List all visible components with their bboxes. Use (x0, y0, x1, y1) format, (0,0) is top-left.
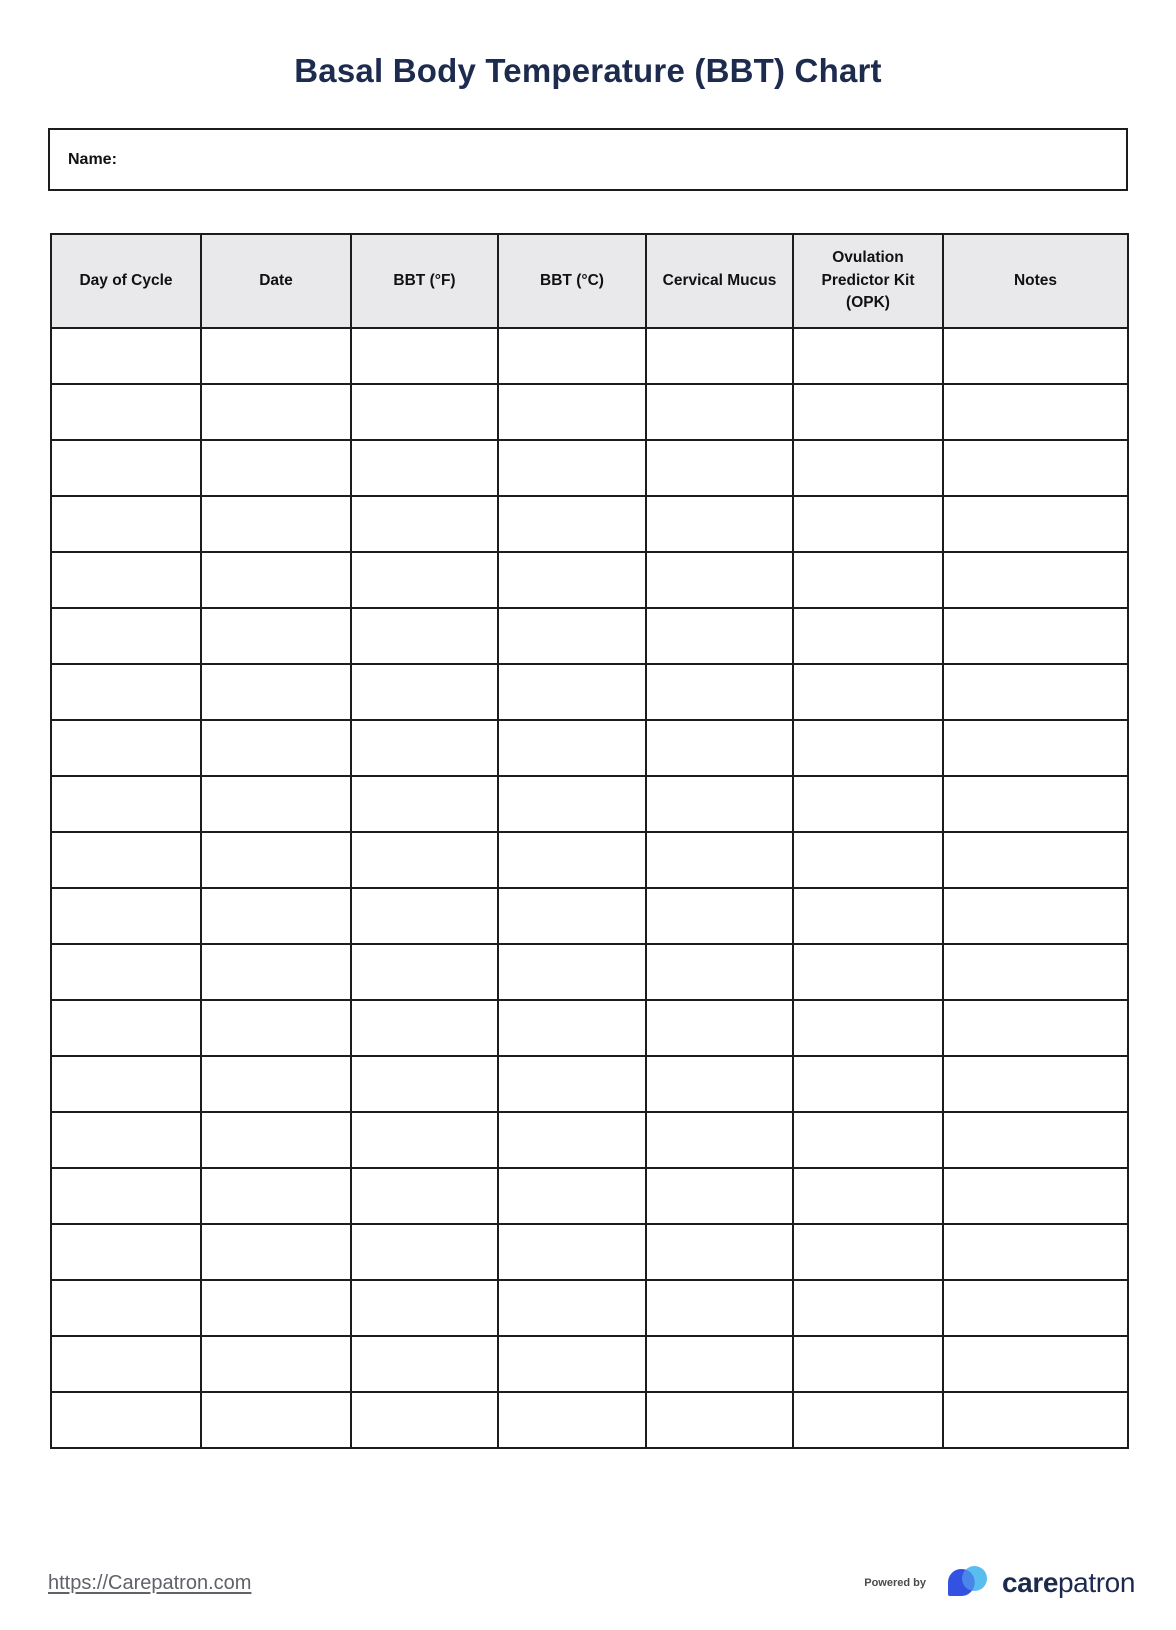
empty-cell (943, 384, 1128, 440)
empty-cell (351, 888, 498, 944)
empty-cell (351, 944, 498, 1000)
table-row (51, 720, 1128, 776)
empty-cell (498, 1280, 646, 1336)
empty-cell (943, 1112, 1128, 1168)
empty-cell (201, 1000, 351, 1056)
empty-cell (646, 888, 793, 944)
empty-cell (51, 1000, 201, 1056)
empty-cell (498, 608, 646, 664)
carepatron-brand (864, 1562, 1135, 1604)
empty-cell (646, 384, 793, 440)
empty-cell (793, 776, 943, 832)
empty-cell (498, 1224, 646, 1280)
empty-cell (201, 440, 351, 496)
empty-cell (351, 1168, 498, 1224)
empty-cell (498, 776, 646, 832)
table-row (51, 384, 1128, 440)
empty-cell (793, 944, 943, 1000)
empty-cell (646, 776, 793, 832)
empty-cell (793, 1000, 943, 1056)
wordmark-patron: patron (1058, 1567, 1135, 1598)
empty-cell (646, 1336, 793, 1392)
empty-cell (351, 1000, 498, 1056)
bbt-table (50, 233, 1129, 1449)
carepatron-logo-icon (944, 1562, 990, 1604)
empty-cell (498, 328, 646, 384)
empty-cell (793, 720, 943, 776)
column-header-5: Cervical Mucus (646, 234, 793, 328)
empty-cell (943, 720, 1128, 776)
empty-cell (943, 1056, 1128, 1112)
empty-cell (793, 1336, 943, 1392)
table-row (51, 552, 1128, 608)
empty-cell (201, 552, 351, 608)
table-row (51, 1000, 1128, 1056)
empty-cell (793, 1168, 943, 1224)
empty-cell (646, 496, 793, 552)
table-row (51, 776, 1128, 832)
empty-cell (201, 1056, 351, 1112)
empty-cell (793, 1280, 943, 1336)
empty-cell (498, 1392, 646, 1448)
empty-cell (646, 1000, 793, 1056)
empty-cell (943, 832, 1128, 888)
empty-cell (943, 776, 1128, 832)
empty-cell (51, 832, 201, 888)
empty-cell (943, 496, 1128, 552)
empty-cell (793, 496, 943, 552)
empty-cell (943, 1168, 1128, 1224)
powered-by-label: Powered by (864, 1577, 926, 1589)
empty-cell (793, 832, 943, 888)
empty-cell (201, 776, 351, 832)
empty-cell (351, 1224, 498, 1280)
empty-cell (201, 1168, 351, 1224)
empty-cell (793, 608, 943, 664)
table-row (51, 664, 1128, 720)
empty-cell (351, 776, 498, 832)
empty-cell (943, 608, 1128, 664)
empty-cell (498, 496, 646, 552)
empty-cell (51, 1056, 201, 1112)
empty-cell (498, 832, 646, 888)
empty-cell (646, 1056, 793, 1112)
empty-cell (351, 720, 498, 776)
empty-cell (793, 328, 943, 384)
empty-cell (498, 1336, 646, 1392)
empty-cell (51, 328, 201, 384)
table-row (51, 1336, 1128, 1392)
empty-cell (498, 1168, 646, 1224)
empty-cell (646, 664, 793, 720)
carepatron-wordmark (1002, 1569, 1135, 1597)
empty-cell (351, 1392, 498, 1448)
empty-cell (201, 608, 351, 664)
empty-cell (943, 888, 1128, 944)
wordmark-care: care (1001, 1567, 1058, 1598)
empty-cell (201, 496, 351, 552)
empty-cell (943, 552, 1128, 608)
empty-cell (646, 552, 793, 608)
empty-cell (351, 1336, 498, 1392)
empty-cell (51, 552, 201, 608)
empty-cell (201, 1336, 351, 1392)
empty-cell (498, 888, 646, 944)
empty-cell (51, 1280, 201, 1336)
column-header-3: BBT (°F) (351, 234, 498, 328)
empty-cell (793, 888, 943, 944)
empty-cell (646, 1168, 793, 1224)
empty-cell (793, 552, 943, 608)
empty-cell (351, 1056, 498, 1112)
empty-cell (646, 944, 793, 1000)
column-header-7: Notes (943, 234, 1128, 328)
column-header-1: Day of Cycle (51, 234, 201, 328)
empty-cell (498, 664, 646, 720)
empty-cell (498, 944, 646, 1000)
empty-cell (793, 1224, 943, 1280)
empty-cell (51, 888, 201, 944)
table-row (51, 1392, 1128, 1448)
empty-cell (51, 608, 201, 664)
empty-cell (51, 1168, 201, 1224)
empty-cell (51, 384, 201, 440)
empty-cell (351, 1112, 498, 1168)
empty-cell (646, 832, 793, 888)
empty-cell (51, 944, 201, 1000)
empty-cell (646, 720, 793, 776)
empty-cell (51, 664, 201, 720)
table-row (51, 1168, 1128, 1224)
empty-cell (201, 1112, 351, 1168)
empty-cell (943, 1392, 1128, 1448)
empty-cell (498, 1112, 646, 1168)
empty-cell (201, 944, 351, 1000)
table-row (51, 328, 1128, 384)
empty-cell (201, 888, 351, 944)
empty-cell (498, 440, 646, 496)
table-row (51, 1112, 1128, 1168)
empty-cell (51, 1112, 201, 1168)
column-header-2: Date (201, 234, 351, 328)
empty-cell (498, 1056, 646, 1112)
table-row (51, 440, 1128, 496)
name-label: Name: (68, 150, 117, 168)
empty-cell (646, 440, 793, 496)
empty-cell (51, 1224, 201, 1280)
empty-cell (201, 832, 351, 888)
empty-cell (351, 552, 498, 608)
empty-cell (351, 384, 498, 440)
page-title: Basal Body Temperature (BBT) Chart (294, 52, 882, 89)
empty-cell (943, 664, 1128, 720)
table-header-row (51, 234, 1128, 328)
empty-cell (646, 1224, 793, 1280)
empty-cell (351, 440, 498, 496)
empty-cell (201, 1392, 351, 1448)
empty-cell (351, 608, 498, 664)
empty-cell (51, 1336, 201, 1392)
empty-cell (793, 1056, 943, 1112)
empty-cell (646, 328, 793, 384)
empty-cell (201, 1280, 351, 1336)
empty-cell (646, 1392, 793, 1448)
carepatron-link[interactable]: https://Carepatron.com (48, 1571, 252, 1594)
empty-cell (943, 440, 1128, 496)
table-row (51, 1280, 1128, 1336)
empty-cell (201, 720, 351, 776)
empty-cell (351, 328, 498, 384)
table-row (51, 832, 1128, 888)
empty-cell (498, 720, 646, 776)
empty-cell (793, 1112, 943, 1168)
empty-cell (943, 1000, 1128, 1056)
table-row (51, 1056, 1128, 1112)
empty-cell (943, 1336, 1128, 1392)
empty-cell (498, 552, 646, 608)
empty-cell (943, 1224, 1128, 1280)
column-header-4: BBT (°C) (498, 234, 646, 328)
empty-cell (351, 1280, 498, 1336)
empty-cell (51, 1392, 201, 1448)
empty-cell (498, 384, 646, 440)
empty-cell (51, 440, 201, 496)
empty-cell (943, 944, 1128, 1000)
empty-cell (943, 328, 1128, 384)
empty-cell (51, 776, 201, 832)
empty-cell (201, 664, 351, 720)
empty-cell (201, 328, 351, 384)
empty-cell (793, 664, 943, 720)
table-row (51, 1224, 1128, 1280)
empty-cell (51, 720, 201, 776)
table-row (51, 496, 1128, 552)
empty-cell (793, 440, 943, 496)
empty-cell (793, 384, 943, 440)
empty-cell (793, 1392, 943, 1448)
empty-cell (351, 832, 498, 888)
empty-cell (201, 384, 351, 440)
column-header-6: Ovulation Predictor Kit (OPK) (793, 234, 943, 328)
empty-cell (646, 1112, 793, 1168)
empty-cell (351, 664, 498, 720)
table-row (51, 888, 1128, 944)
empty-cell (646, 608, 793, 664)
name-field-box (48, 128, 1128, 191)
empty-cell (51, 496, 201, 552)
table-row (51, 608, 1128, 664)
empty-cell (646, 1280, 793, 1336)
empty-cell (201, 1224, 351, 1280)
table-row (51, 944, 1128, 1000)
empty-cell (498, 1000, 646, 1056)
empty-cell (943, 1280, 1128, 1336)
empty-cell (351, 496, 498, 552)
footer (48, 1562, 1135, 1604)
